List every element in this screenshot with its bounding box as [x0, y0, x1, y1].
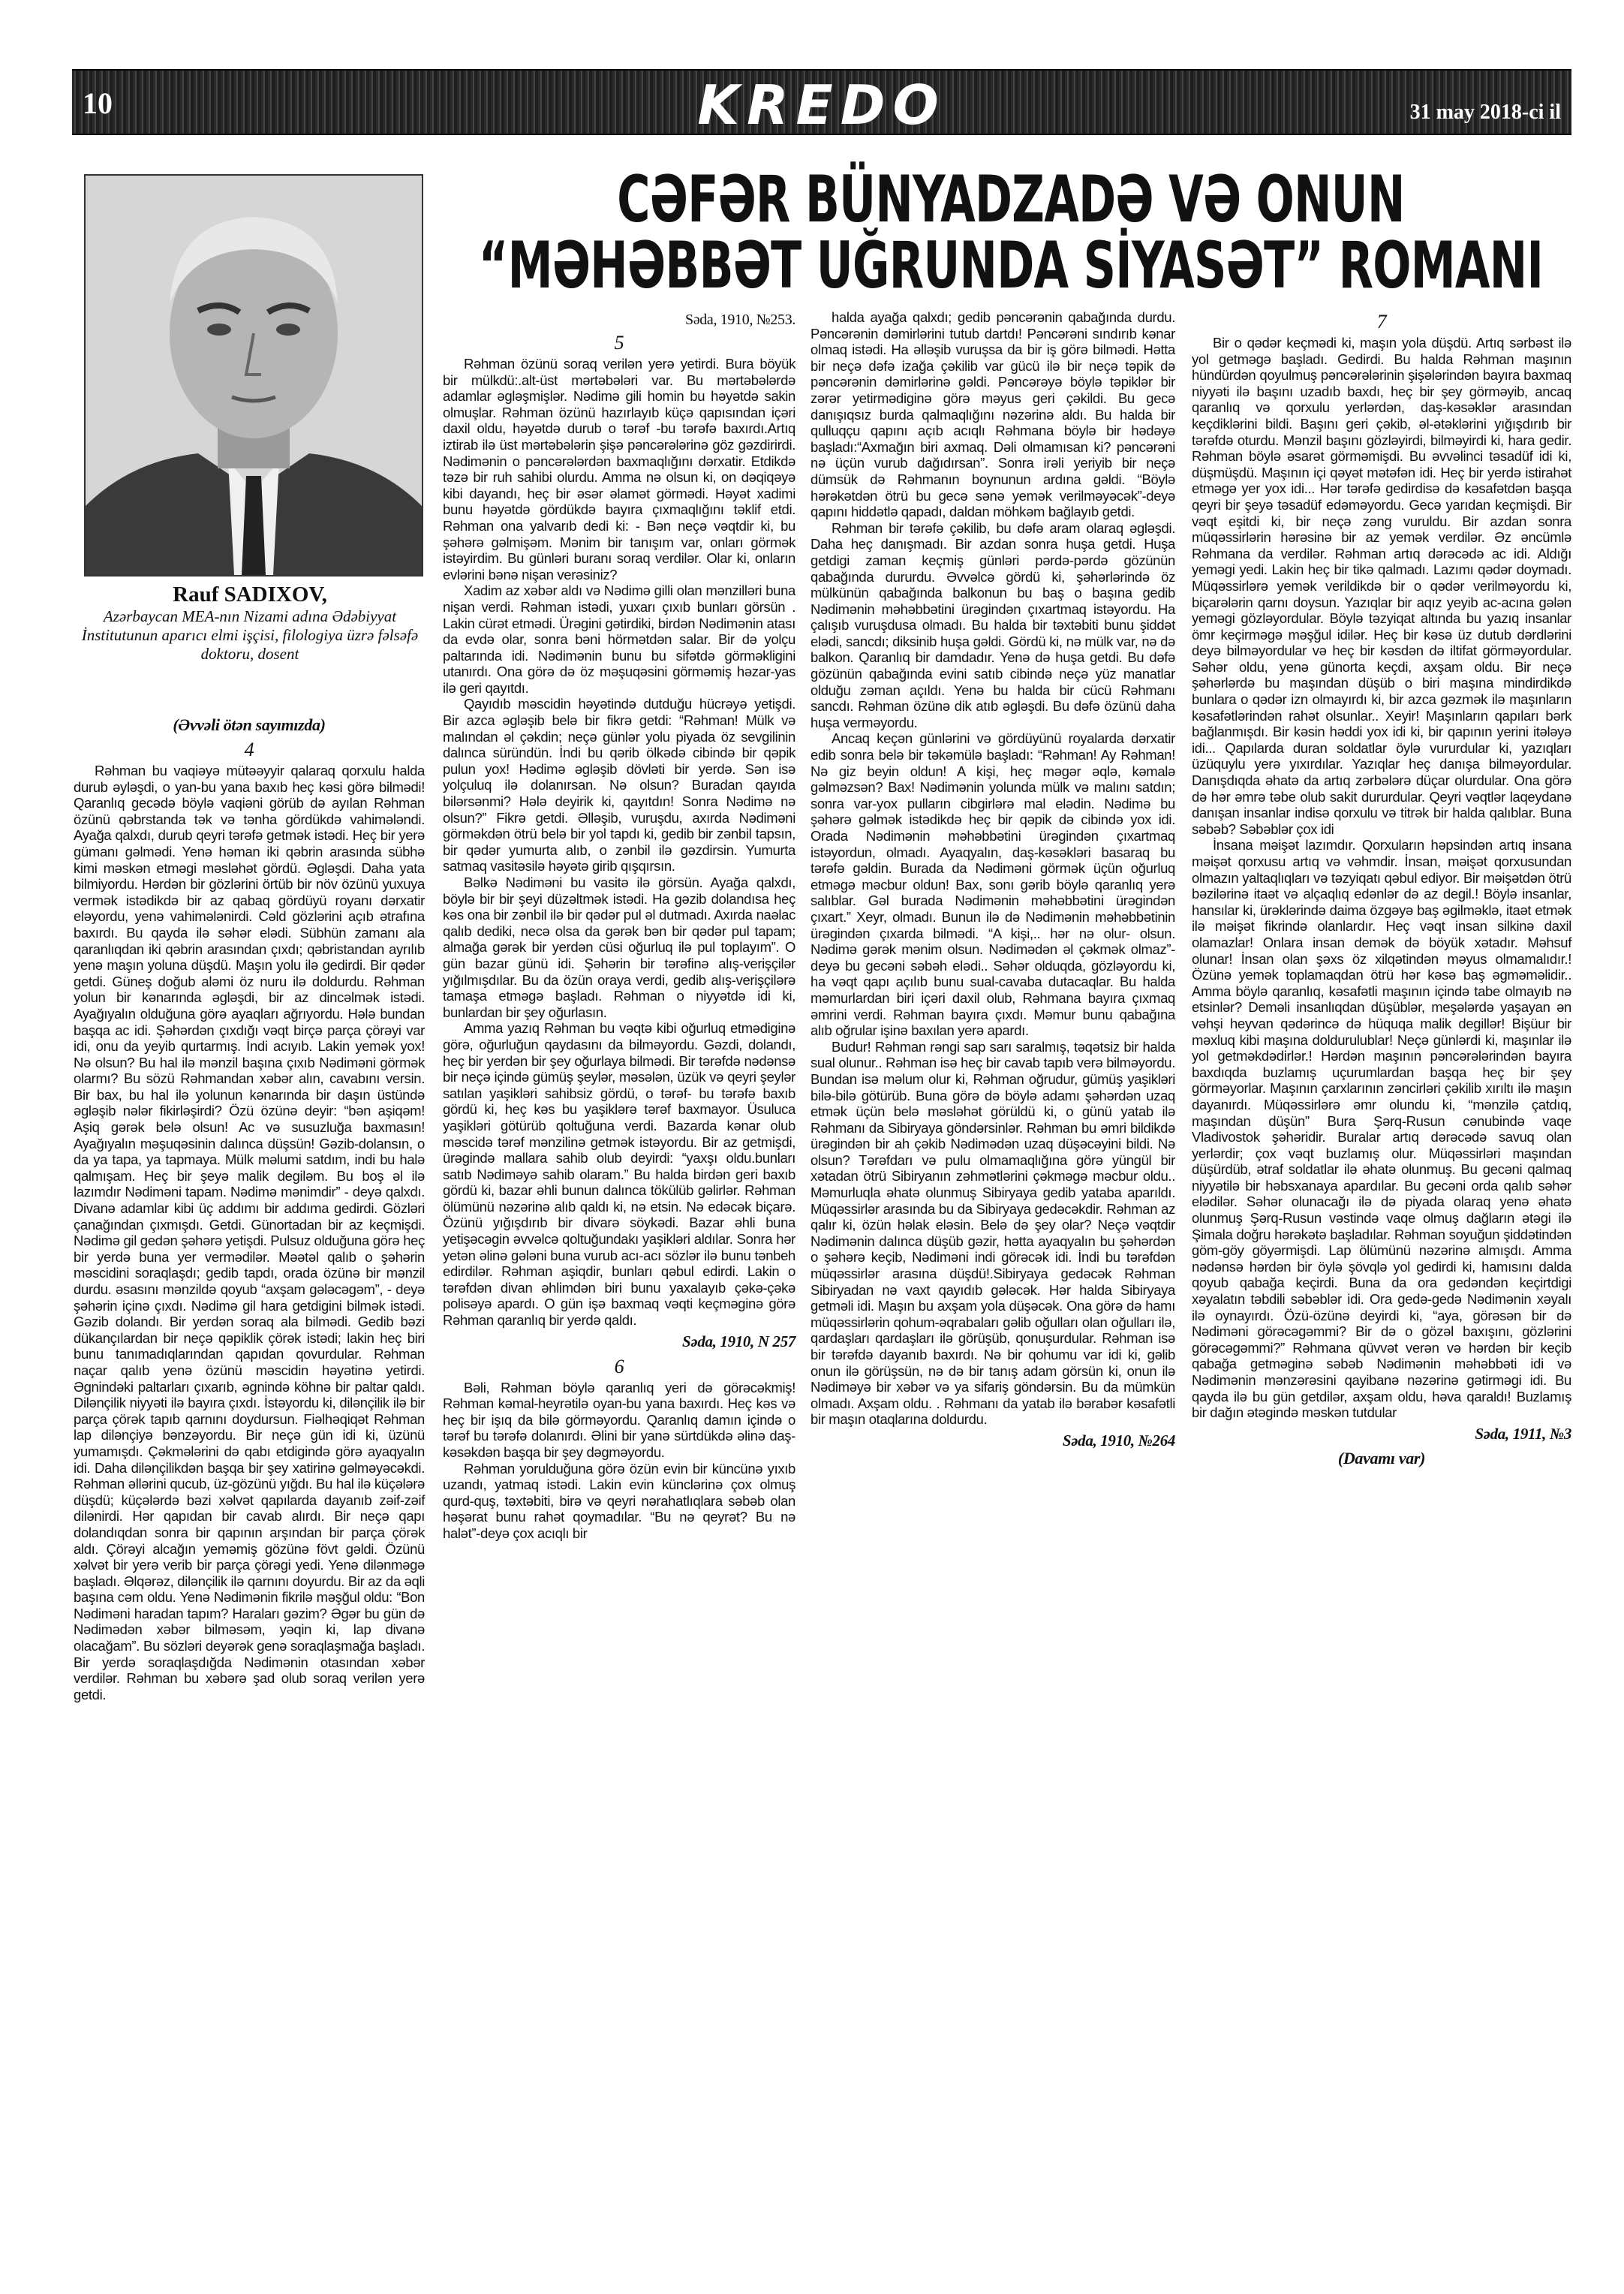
editorial-note: (Əvvəli ötən sayımızda): [173, 715, 326, 734]
author-name: Rauf SADIXOV,: [173, 583, 327, 607]
paragraph: Bəlkə Nədiməni bu vasitə ilə görsün. Ayağa qalxdı, böylə bir bir şeyi düzəltmək istədi. Ha gəzib dolandısa heç kəs ona bir zənbil ilə bir qədər pul əl dutmadı. Axırda naəlac qalıb dediki, necə olsa da gərək bən bir qədər pul tapam; almağa gərək bir yerdən cüsi oğurluq ilə pul toplayım”. O gün bazar günü idi. Şəhərin bir tərəfinə alış-verişçilər yığılmışdılar. Bu da özün oraya verdi, gedib alış-verişçilərə tamaşa etməgə başladı. Rəhman o niyyətdə idi ki, bunlardan bir şey oğurlasın.: [443, 875, 795, 1020]
chapter-number: 5: [614, 332, 624, 354]
portrait-image: [86, 176, 422, 575]
source-citation: Səda, 1911, №3: [1475, 1424, 1571, 1443]
chapter-number: 7: [1376, 311, 1387, 333]
source-citation: Səda, 1910, N 257: [682, 1332, 795, 1350]
title-line-1: CƏFƏR BÜNYADZADƏ VƏ ONUN: [617, 162, 1405, 237]
newspaper-logo: KREDO: [697, 74, 946, 137]
chapter-number: 6: [614, 1355, 624, 1377]
paragraph: Bəli, Rəhman böylə qaranlıq yeri də görəcəkmiş! Rəhman kəmal-heyrətilə oyan-bu yana baxırdı. Heç kəs və heç bir işıq da bilə görməyordu. Qaranlıq damın içində o tərəf bu tərəfə dolanırdı. Əlini bir yanə sürtdükdə əlinə daş-kəsəkdən başqa bir şey dəgməyordu.: [443, 1379, 795, 1460]
source-citation: Səda, 1910, №264: [1062, 1431, 1175, 1450]
author-photo: [84, 174, 423, 577]
paragraph: Budur! Rəhman rəngi sap sarı saralmış, təqətsiz bir halda sual olunur.. Rəhman isə heç bir cavab tapıb verə bilməyordu. Bundan isə məlum olur ki, Rəhman oğrudur, gümüş yaşikləri bilə-bilə götürüb. Buna görə də böylə adamı şəhərdən uzaq etmək üçün belə məsləhət görüldü ki, o günü yatab ilə Rəhmanı da Sibiryaya göndərsinlər. Rəhman bu əmri bildikdə ürəgindən bir ah çəkib Nədimədən uzaq düşəcəyini bildi. Nə olsun? Tərəfdarı və pulu olmamaqlığına görə yüngül bir xətadan ötrü Sibiryanın zəhmətlərini çəkməgə məcbur oldu.. Məmurluqla əhatə olunmuş Sibiryaya gedib yataba aparıldı. Müqəssirlər arasında bu da Sibiryaya gedəcəkdir. Rəhman az qalır ki, özün həlak eləsin. Belə də şey olar? Neçə vəqtdir Nədimənin dalınca düşüb gəzir, hətta ayaqyalın bu şəhərdən o şəhərə keçib, Nədiməni indi görəcək idi. İndi bu tərəfdən müqəssirlər arasına düşdü!.Sibiryaya gedəcək Rəhman Sibiryadan nə vaxt qayıdıb gələcək. Hər halda Sibiryaya getməli idi. Maşın bu axşam yola düşəcək. Ona görə də hamı müqəssirlərin qohum-əqrabaları gəlib oğulları olan oğulları ilə, qardaşları qardaşları ilə görüşüb, qonuşurdular. Rəhman isə bir tərəfdə dayanıb baxırdı. Nə bir qohumu var idi ki, gəlib onun ilə görüşsün, nə də bir tanış adam görsün ki, onun ilə Nədiməyə bir xəbər və ya sifariş göndərsin. Bu da mümkün olmadı. Axşam oldu. . Rəhmanı da yatab ilə bərabər kəsafətli bir maşın otaqlarına doldurdu.: [810, 1038, 1175, 1428]
issue-date: 31 may 2018-ci il: [1409, 101, 1561, 124]
author-caption: [74, 583, 426, 664]
paragraph: Ancaq keçən günlərini və gördüyünü royalarda dərxatir edib sonra belə bir təkəmülə başladı: “Rəhman! Ay Rəhman! Nə giz beyin oldun! A kişi, heç məgər əqlə, kəmalə gəlməzsən? Bax! Nədimənin yolunda mülk və malını satdın; sonra var-yox pulların cibgirlərə mal elədin. Nədimə bu şəhərə gəlmək istədikdə heç bir qəpik də cibində yox idi. Orada Nədimənin məhəbbətini ürəgindən çıxartmaq istəyordun, olmadı. Ayaqyalın, daş-kəsəkləri basaraq bu tərəfə gəldin. Burada da Nədiməni görmək üçün oğurluq etməgə məcbur oldun! Bax, sonı gərib böylə qaranlıq yerə salıblar. Gəl burada Nədimənin məhəbbətini ürəgindən çıxart.” Xeyr, olmadı. Bunun ilə də Nədimənin məhəbbətinin ürəgindən çıxarda bilmədi. “A kişi,.. hər nə olur- olsun. Nədimə gərək mənim olsun. Nədimədən əl çəkmək olmaz”-deyə bu gecəni səbəh elədi.. Səhər olduqda, gözləyordu ki, ha vəqt qapı açılıb bunu sual-cavaba dutacaqlar. Bu halda məmurlardan biri içəri daxil olub, Rəhmana bayıra çıxmaq əmrini verdi. Rəhman bayıra çıxdı. Məmur bunu qabağına alıb oğrular işinə baxılan yerə apardı.: [810, 730, 1175, 1039]
paragraph: Amma yazıq Rəhman bu vəqtə kibi oğurluq etmədiginə görə, oğurluğun qaydasını da bilməyordu. Gəzdi, dolandı, heç bir yerdən bir şey oğurlaya bilmədi. Bir tərəfdə nədənsə bir neçə içində gümüş şeylər, məsələn, üzük və qeyri şeylər satılan yaşikləri sahibsiz gördü, o tərəf- bu tərəfə baxıb gördü ki, heç kəs bu yaşiklərə tərəf baxmayor. Üsuluca yaşikləri götürüb qoltuğuna verdi. Bazarda kənar olub məscidə tərəf mənzilinə getmək istəyordu. Bir az getmişdi, ürəgində mallara sahib olub deyirdi: “yaxşı oldu.bunları satıb Nədiməyə sahib olaram.” Bu halda birdən geri baxıb gördü ki, bazar əhli bunun dalınca tökülüb gəlirlər. Rəhman ölümünü nəzərinə alıb qaldı ki, nə etsin. Nə edəcək biçarə. Özünü yığışdırıb bir divarə söykədi. Bazar əhli buna yetişəcəgin əvvəlcə qoltuğundakı yaşikləri aldılar. Sonra hər yetən əlinə gələni buna vurub acı-acı sözlər ilə bunu tənbeh edirdilər. Rəhman aşiqdir, bunları qəbul edirdi. Lakin o tərəfdən divan əhlimdən biri bunu yaxalayıb çəkə-çəkə polisəyə apardı. O gün işə baxmaq vəqti keçməginə görə Rəhman qaranlıq bir yerdə qaldı.: [443, 1020, 795, 1329]
paragraph: Bir o qədər keçmədi ki, maşın yola düşdü. Artıq sərbəst ilə yol getməgə başladı. Gedirdi. Bu halda Rəhman maşının hündürdən qoyulmuş pəncərələrinin şişələrindən bayıra baxmaq niyyəti ilə başını uzadıb baxdı, heç bir şey görməyib, ancaq qaranlıq və qorxulu yerlərdən, daş-kəsəklər arasından keçdiklərini bildi. Başını geri çəkib, əl-ətəklərini yığışdırıb bir tərəfdə oturdu. Mənzil başını gözləyirdi, bilməyirdi ki, hara gedir. Rəhman böylə əsarət görməmişdi. Bu əvvəlinci təsadüf idi ki, düşmüşdü. Maşının içi qəyət mətəfən idi. Heç bir yerdə istirahət etməgə yer yox idi... Hər tərəfə gedirdisə də kəsafətdən başqa qeyri bir şeyə təsadüf edəməyordu. Gecə yarıdan keçmişdi. Bir vəqt eşitdi ki, bir neçə zəng vuruldu. Bir azdan sonra müqəssirlərin hərəsinə bir az yemək verdilər. Əz əncümlə Rəhmana da verdilər. Rəhman artıq dərəcədə ac idi. Aldığı yeməgi yedi. Lakin heç bir tikə qalmadı. Lazımı qədər doymadı. Müqəssirlərə yemək verildikdə bir o qədər verilməyordu ki, biçarələrin qarnı doysun. Yazıqlar bir aqız yeyib ac-acına gələn yeməgi gözləyordular. Böylə təzyiqat altında bu yazıq insanlar ömr keçirməgə məşğul idilər. Heç bir kəsə üz dutub dərdlərini deyə bilməyordular və heç bir kəsdən də iltifat görməyordular. Səhər oldu, yenə günorta keçdi, axşam oldu. Bir neçə şəhərlərdə bu maşından düşüb o biri maşına mindirdikdə bunlara o qədər izn olmayırdı ki, bir azca gəzmək ilə maşınların kəsafətlərindən rahət olsunlar.. Xeyir! Maşınların qapıları bərk bağlanmışdı. Bir kəsin həddi yox idi ki, bir qapının yerini itələyə idi... Qapılarda duran soldatlar öylə vururdular ki, yazıqları üzüquylu yerə yıxırdılar. Yazıqlar heç danışa bilməyordular. Danışdıqda əhatə da artıq zərbələrə düçar olurdular. Ona görə də hər əmrə təbe olub sakit dururdular. Qeyri vəqtlər laqeydanə danışan insanlar indisə qorxulu və titrək bir halda qalıblar. Buna səbəb? Səbəblər çox idi: [1192, 335, 1571, 837]
author-affiliation: Azərbaycan MEA-nın Nizami adına Ədəbiyyat İnstitutunun aparıcı elmi işçisi, filologiya üzrə fəlsəfə doktoru, dosent: [81, 607, 419, 663]
paragraph: Rəhman yorulduğuna görə özün evin bir küncünə yıxıb uzandı, yatmaq istədi. Lakin evin künclərinə çox olmuş qurd-quş, təxtəbiti, birə və qeyri nərahatlıqlara səbəb olan həşərat bunu rahət qoymadılar. “Bu nə qeyrət? Bu nə halət”-deyə çox acıqlı bir: [443, 1460, 795, 1541]
page-number: 10: [83, 86, 113, 120]
text-column-4: [1192, 309, 1571, 1471]
paragraph: Rəhman bir tərəfə çəkilib, bu dəfə aram olaraq əgləşdi. Daha heç danışmadı. Bir azdan sonra huşa getdi. Huşa getdigi zaman keçmiş günləri pərdə-pərdə gözünün qabağında dururdu. Əvvəlcə gördü ki, şəhərlərində öz mülkünün qabağında balkonun bu baş o başına gedib Nədimənin məhəbbətini ürəgindən çıxartmaq istəyordu. Ha çalışıb vuruşdusa olmadı. Bu halda bir təxtəbiti bunu şiddət elədi, sancdı; diksinib huşa gəldi. Gördü ki, nə mülk var, nə də balkon. Qaranlıq bir damdadır. Yenə də huşa getdi. Bu dəfə gözünün qabağında evini satıb cibində neçə yüz manatlar olduğu zəman açıldı. Yenə bu halda bir cücü Rəhmanı sancdı. Rəhman özünə dik atıb əgləşdi. Bu dəfə özünü daha huşa verməyordu.: [810, 519, 1175, 730]
paragraph: Rəhman bu vaqiəyə mütəəyyir qalaraq qorxulu halda durub əyləşdi, o yan-bu yana baxıb heç kəsi görə bilmədi! Qaranlıq gecədə böylə vaqiəni görüb də ayılan Rəhman özünü qəbrstanda tək və tənha gördükdə vahimələndi. Ayağa qalxdı, durub qeyri tərəfə getmək istədi. Heç bir yerə gümanı gəlmədi. Yenə həman iki qəbrin arasında sübhə kimi məskən etməgi məsləhət gördü. Əgləşdi. Daha yata bilmiyordu. Hərdən bir gözlərini örtüb bir növ özünü yuxuya vermək istədikdə bir az qabaq gördüyü royanı dərxatir eləyordu, yenə vahimələnirdi. Cəld gözlərini açıb ətrafına baxırdı. Bu qayda ilə səhər elədi. Sübhün zamanı ala qaranlıqdan iki qəbrin arasından çıxdı; qəbristandan ayrılıb yenə maşın yoluna düşdü. Maşın yolu ilə gedirdi. Bir qədər getdi. Güneş doğub aləmi öz nuru ilə doldurdu. Rəhman yolun bir kənarında əgləşdi, bir az dincəlmək istədi. Ayağıyalın olduğuna görə ayaqları ağrıyordu. Hələ bundan başqa ac idi. Şəhərdən çıxdığı vəqt birçə parça çörəyi var idi, onu da yeyib qurtarmış. İndi acıyıb. Lakin yemək yox! Nə olsun? Bu hal ilə mənzil başına çıxıb Nədiməni görmək olarmı? Bu sözü Rəhmandan xəbər alın, cavabını versin. Bir bax, bu hal ilə yolunun kənarında bir daşın üstündə əgləşib nələr fikirləşirdi? Özü özünə deyir: “bən aşiqəm! Aşiq gərək belə olsun! Ac və susuzluğa baxmasın! Ayağıyalın məşuqəsinin dalınca düşsün! Gəzib-dolansın, o da ya tapa, ya tapmaya. Mülk məlumi satdım, indi bu halə qalmışam. Heç bir şeyə malik degiləm. Bu boş əl ilə lazımdır Nədiməni tapam. Nədimə mənimdir” - deyə qalxdı. Divanə adamlar kibi üç addımı bir addıma gedirdi. Gözləri çanağından çıxmışdı. Getdi. Günortadan bir az keçmişdi. Nədimə gil gedən şəhərə yetişdi. Pulsuz olduğuna görə heç bir yerdə buna yer vermədilər. Məətəl qalıb o şəhərin məscidini soraqlaşdı; gedib tapdı, orada özünə bir mənzil durdu. əsasını mənzildə qoyub “axşam gələcəgəm”, - deyə şəhərin içinə çıxdı. Nədimə gil hara getdigini bilmək istədi. Gəzib dolandı. Bir yerdən soraq ala bilmədi. Gedib bəzi dükançılardan bir neçə qəpiklik çörək istədi; lakin heç biri bunu tanımadıqlarından qapıdan qovurdular. Rəhman naçar qalıb yenə özünü məscidin həyətinə yetirdi. Əgnindəki paltarları çıxarıb, əgnində köhnə bir paltar qaldı. Dilənçilik niyyəti ilə bayıra çıxdı. İstəyordu ki, dilənçilik ilə bir parça çörək tapıb qarnını doydursun. Fiəlhəqiqət Rəhman lap dilənçiyə bənzəyordu. Bir neçə gün idi ki, üzünü yumamışdı. Çəkmələrini də qabı etdigində görə ayaqyalın idi. Daha dilənçilikdən başqa bir şey xatirinə gəlməyəcəkdi. Rəhman əllərini qucub, üz-gözünü yığdı. Bu hal ilə küçələrə düşdü; küçələrdə bəzi xəlvət qapılarda dayanıb zəif-zəif dilənirdi. Hər qapıdan bir cavab alırdı. Bir neçə qapı dolandıqdan sonra bir qapının arşından bir parça çörək aldı. Çörəyi alcağın yeməmiş gözünə fövt gəldi. Özünü xəlvət bir yerə verib bir parça çörəgi yedi. Yenə dilənməgə başladı. Əlqərəz, dilənçilik ilə qarnını doyurdu. Bir az da əqli başına cəm oldu. Yenə Nədimənin fikrilə məşğul oldu: “Bon Nədiməni haradan tapım? Haraları gəzim? Əgər bu gün də Nədimədən xəbər bilməsəm, yəqin ki, lap divanə olacağam”. Bu sözləri deyərək genə soraqlaşmağa başladı. Bir yerdə soraqlaşdığda Nədimənin otasından xəbər verdilər. Rəhman bu xəbərə şad olub soraq verilən yerə getdi.: [74, 763, 425, 1702]
paragraph: halda ayağa qalxdı; gedib pəncərənin qabağında durdu. Pəncərənin dəmirlərini tutub dartdı! Pəncərəni sındırıb kənar olmaq istədi. Ha əlləşib vuruşsa da bir iş görə bilmədi. Hətta bir neçə dəfə izağa çəkilib var gücü ilə bir neçə təpik də pəncərənin dəmirlərinə gəldi. Pəncərəyə böylə təpiklər bir zərər yetirmədiginə görə məyus geri çəkildi. Bu gecə danışıqsız burda qalmaqlığını nəzərinə aldı. Bu halda bir qulluqçu qapını açıb acıqlı Rəhmana böylə bir hədəyə başladı:“Axmağın biri axmaq. Dəli olmamısan ki? pəncərəni nə üçün vurub dağıdırsan”. Sonra irəli yeriyib bir neçə dümsük də Rəhmanın boynunun ardına gəldi. “Böylə hərəkətdən ötrü bu gecə sənə yemək verilməyəcək”-deyə qapını hiddətlə qapadı, daldan möhkəm bağlayıb getdi.: [810, 309, 1175, 520]
masthead-bar: [72, 69, 1571, 135]
title-line-2: “MƏHƏBBƏT UĞRUNDA SİYASƏT” ROMANI: [478, 228, 1544, 303]
paragraph: Xadim az xəbər aldı və Nədimə gilli olan mənzilləri buna nişan verdi. Rəhman istədi, yuxarı çıxıb bunları görsün . Lakin cürət etmədi. Ürəgini gətirdiki, birdən Nədimənin atası da evdə olar, sonra bəni hörmətdən salar. Bir də yolçu paltarında idi. Nədimənin bunu bu sifətdə görməkligini utanırdı. Ona görə də öz məşuqəsini görməmiş həzar-yas ilə geri qayıtdı.: [443, 583, 795, 696]
paragraph: Qayıdıb məscidin həyətində dutduğu hücrəyə yetişdi. Bir azca əgləşib belə bir fikrə getdi: “Rəhman! Mülk və malından əl çəkdin; neçə günlər yolu piyada öz sevgilinin dalınca süründün. İndi bu qərib ölkədə cibində bir qəpik pulun yox! Hədimə əgləşib dövləti bir yerdə. Sən isə yolçuluq ilə dolanırsan. Nə olsun? Buradan qayıda bilərsənmi? Hələ deyirik ki, qayıtdın! Sonra Nədimə nə olsun?” Fikrə getdi. Əlləşib, vuruşdu, axırda Nədiməni görməkdən ötrü belə bir yol tapdı ki, gedib bir zənbil tapsın, bir qədər yumurta alıb, o zənbil ilə gəzdirsin. Yumurta satmaq vasitəsilə həyətə girib qışqırsın.: [443, 696, 795, 875]
paragraph: İnsana məişət lazımdır. Qorxuların həpsindən artıq insana məişət qorxusu artıq və vəhmdir. İnsan, məişət qorxusundan olmazın yaltaqlıqları və təzyiqatı qəbul ediyor. Bir məişətdən ötrü bəzilərinə itaət və alçaqlıq edənlər də az degil.! Böylə insanlar, hansılar ki, ürəklərində daima özgəyə baş əgilməklə, itaət etmək ilə məişət fikrində olanlardır. Heç vəqt insan silkinə daxil olamazlar! Onlara insan demək də böyük xətadır. Məhsuf olunar! İnsan olan şəxs öz xilqətindən məyus olmamalıdır.! Özünə yemək toplamaqdan ötrü hər kəsə baş əgməməlidir.. Amma böylə qaranlıq, kəsafətli maşının içində tabe olmayıb nə etsinlər? Deməli insanlıqdan düşüblər, meşələrdə yaşayan ən vəhşi heyvan qədərincə də hüquqa malik degillər! Bişüur bir məxluq kibi maşına doldurulublar! Neçə günlərdi ki, maşınlar ilə yol getməkdədirlər.! Hərdən maşının pəncərələrindən bayıra baxdıqda buzlamış uçurumlardan başqa heç bir şey görməyorlar. Maşının çarxlarının zəncirləri çəkilib xırıltı ilə maşın dayanırdı. Müqəssirlərə əmr olundu ki, “mənzilə çatdıq, maşından düşün” Bura Şərq-Rusun cənubində vaqe Vladivostok şəhəridir. Buralar artıq dərəcədə savuq olan yerlərdir; çox vəqt buzlamış olur. Müqəssirləri maşından düşürdüb, ətraf soldatlar ilə əhatə olunmuş. Bu gecəni qalmaq niyyətilə bir həbsxanaya apardılar. Bu gecəni orda qalıb səhər elədilər. Səhər olunacağı ilə də piyada olaraq yenə əhatə olunmuş Şərq-Rusun vəstində vaqe olmuş dağların ətəgi ilə Şimala doğru hərəkətə başladılar. Rəhman soyuğun şiddətindən göm-göy göyərmişdi. Lap ölümünü nəzərinə almışdı. Amma nədənsə hərdən bir öylə şövqlə yol gedirdi ki, hamısını dalda qoyub qabağa keçirdi. Buna da ora gedəndən keçirtdigi xəyalatın təbdili səbəblər idi. Ora gedə-gedə Nədimənin xəyalı ilə oynayırdı. Özü-özünə deyirdi ki, “aya, görəsən bir də Nədiməni görəcəgəmmi? Bir də o gözəl baxışını, gözlərini görəcəgəmmi?” Rəhmana qüvvət verən və hərdən bir keçib qabağa getməginə səbəb Nədimənin məhəbbəti idi və Nədimənin mənzərəsini qayibanə nəzərinə gətirməgi idi. Bu qayda ilə bu gün getdilər, axşam oldu, həva qaraldı! Buzlamış bir dağın ətəgində məskən tutdular: [1192, 837, 1571, 1421]
chapter-number: 4: [244, 739, 254, 760]
paragraph: Rəhman özünü soraq verilən yerə yetirdi. Bura böyük bir mülkdü:.alt-üst mərtəbələri var. Bu mərtəbələrdə adamlar əgləşmişlər. Nədimə gili homin bu həyətdə sakin olmuşlar. Rəhman özünü hazırlayıb küçə qapısından içəri daxil oldu, həyətdə durub o tərəf -bu tərəfə baxırdı.Artıq iztirab ilə üst mərtəbələrin şişə pəncərələrinə göz gəzdirirdi. Nədimənin o pəncərələrdən baxmaqlığını dərxatir. Etdikdə təzə bir ruh sahibi olurdu. Amma nə olsun ki, on dəqiqəyə kibi dayandı, heç bir əsər əlamət görmədi. Həyət xadimi bunu həyətdə gördükdə bayıra çıxmaqlığını təklif etdi. Rəhman ona yalvarıb dedi ki: - Bən neçə vəqtdir ki, bu şəhərə gəlmişəm. Mənim bir tanışım var, onları görmək istəyirdim. Bu günləri buranı soraq verdilər. Olar ki, onların evlərini bənə nişan verəsiniz?: [443, 356, 795, 583]
text-column-1: [74, 713, 425, 1702]
text-column-2: [443, 309, 795, 1542]
source-citation: Səda, 1910, №253.: [684, 312, 795, 328]
text-column-3: [810, 309, 1175, 1453]
article-title: [223, 162, 1624, 303]
editorial-note: (Davamı var): [1337, 1448, 1426, 1468]
